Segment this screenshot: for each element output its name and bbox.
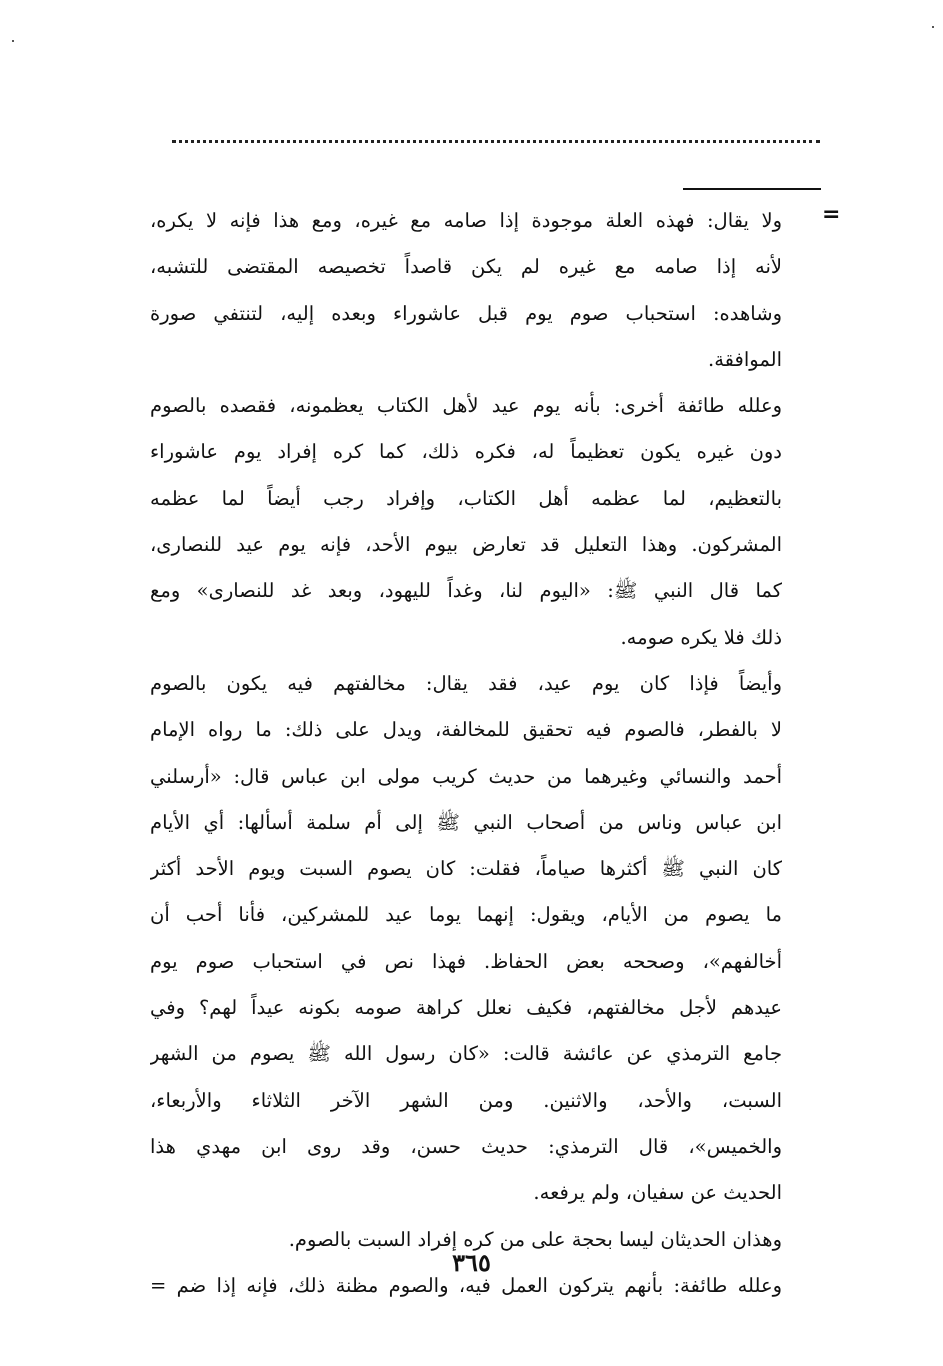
text-line: لا بالفطر، فالصوم فيه تحقيق للمخالفة، ويدل على ذلك: ما رواه الإمام (150, 718, 782, 742)
footnote-separator-rule (683, 188, 821, 190)
scan-speck (932, 26, 934, 28)
text-line: دون غيره يكون تعظيماً له، فكره ذلك، كما كره إفراد يوم عاشوراء (150, 440, 782, 464)
text-line: الموافقة. (708, 347, 782, 371)
text-line: ابن عباس وناس من أصحاب النبي ﷺ إلى أم سلمة أسألها: أي الأيام (150, 810, 782, 834)
text-line: ما يصوم من الأيام، ويقول: إنهما يوما عيد للمشركين، فأنا أحب أن (150, 903, 782, 927)
footnote-text-block (150, 198, 782, 1309)
page-number: ٣٦٥ (452, 1248, 491, 1277)
text-line: ذلك فلا يكره صومه. (620, 625, 782, 649)
text-line: والخميس»، قال الترمذي: حديث حسن، وقد روى ابن مهدي هذا (150, 1134, 782, 1158)
text-line: وعلله طائفة أخرى: بأنه يوم عيد لأهل الكتاب يعظمونه، فقصده بالصوم (150, 394, 782, 418)
scan-speck (12, 40, 14, 42)
text-line: أحمد والنسائي وغيرهما من حديث كريب مولى ابن عباس قال: «أرسلني (150, 764, 782, 788)
text-line: السبت، والأحد، والاثنين. ومن الشهر الآخر الثلاثاء والأربعاء، (150, 1088, 782, 1112)
text-line: أخالفهم»، وصححه بعض الحفاظ. فهذا نص في استحباب صوم يوم (150, 949, 782, 973)
text-line: وشاهده: استحباب صوم يوم قبل عاشوراء وبعده إليه، لتنتفي صورة (150, 301, 782, 325)
text-line: لأنه إذا صامه مع غيره لم يكن قاصداً تخصيصه المقتضى للتشبه، (150, 255, 782, 279)
header-dotted-rule (172, 140, 820, 143)
text-line: بالتعظيم، لما عظمه أهل الكتاب، وإفراد رجب أيضاً لما عظمه (150, 486, 782, 510)
text-line: المشركون. وهذا التعليل قد تعارض بيوم الأحد، فإنه يوم عيد للنصارى، (150, 533, 782, 557)
text-line: وعلله طائفة: بأنهم يتركون العمل فيه، والصوم مظنة ذلك، فإنه إذا ضم = (150, 1273, 782, 1297)
text-line: عيدهم لأجل مخالفتهم، فكيف نعلل كراهة صومه بكونه عيداً لهم؟ وفي (150, 996, 782, 1020)
continuation-mark: = (822, 202, 841, 227)
text-line: كان النبي ﷺ أكثرها صياماً، فقلت: كان يصوم السبت ويوم الأحد أكثر (150, 857, 782, 881)
text-line: وأيضاً فإذا كان يوم عيد، فقد يقال: مخالفتهم فيه يكون بالصوم (150, 671, 782, 695)
text-line: وهذان الحديثان ليسا بحجة على من كره إفراد السبت بالصوم. (288, 1227, 782, 1251)
text-line: جامع الترمذي عن عائشة قالت: «كان رسول الله ﷺ يصوم من الشهر (150, 1042, 782, 1066)
text-line: ولا يقال: فهذه العلة موجودة إذا صامه مع غيره، ومع هذا فإنه لا يكره، (150, 209, 782, 232)
text-line: الحديث عن سفيان، ولم يرفعه. (533, 1181, 782, 1205)
text-line: كما قال النبي ﷺ: «اليوم لنا، وغداً لليهود، وبعد غد للنصارى» ومع (150, 579, 782, 603)
